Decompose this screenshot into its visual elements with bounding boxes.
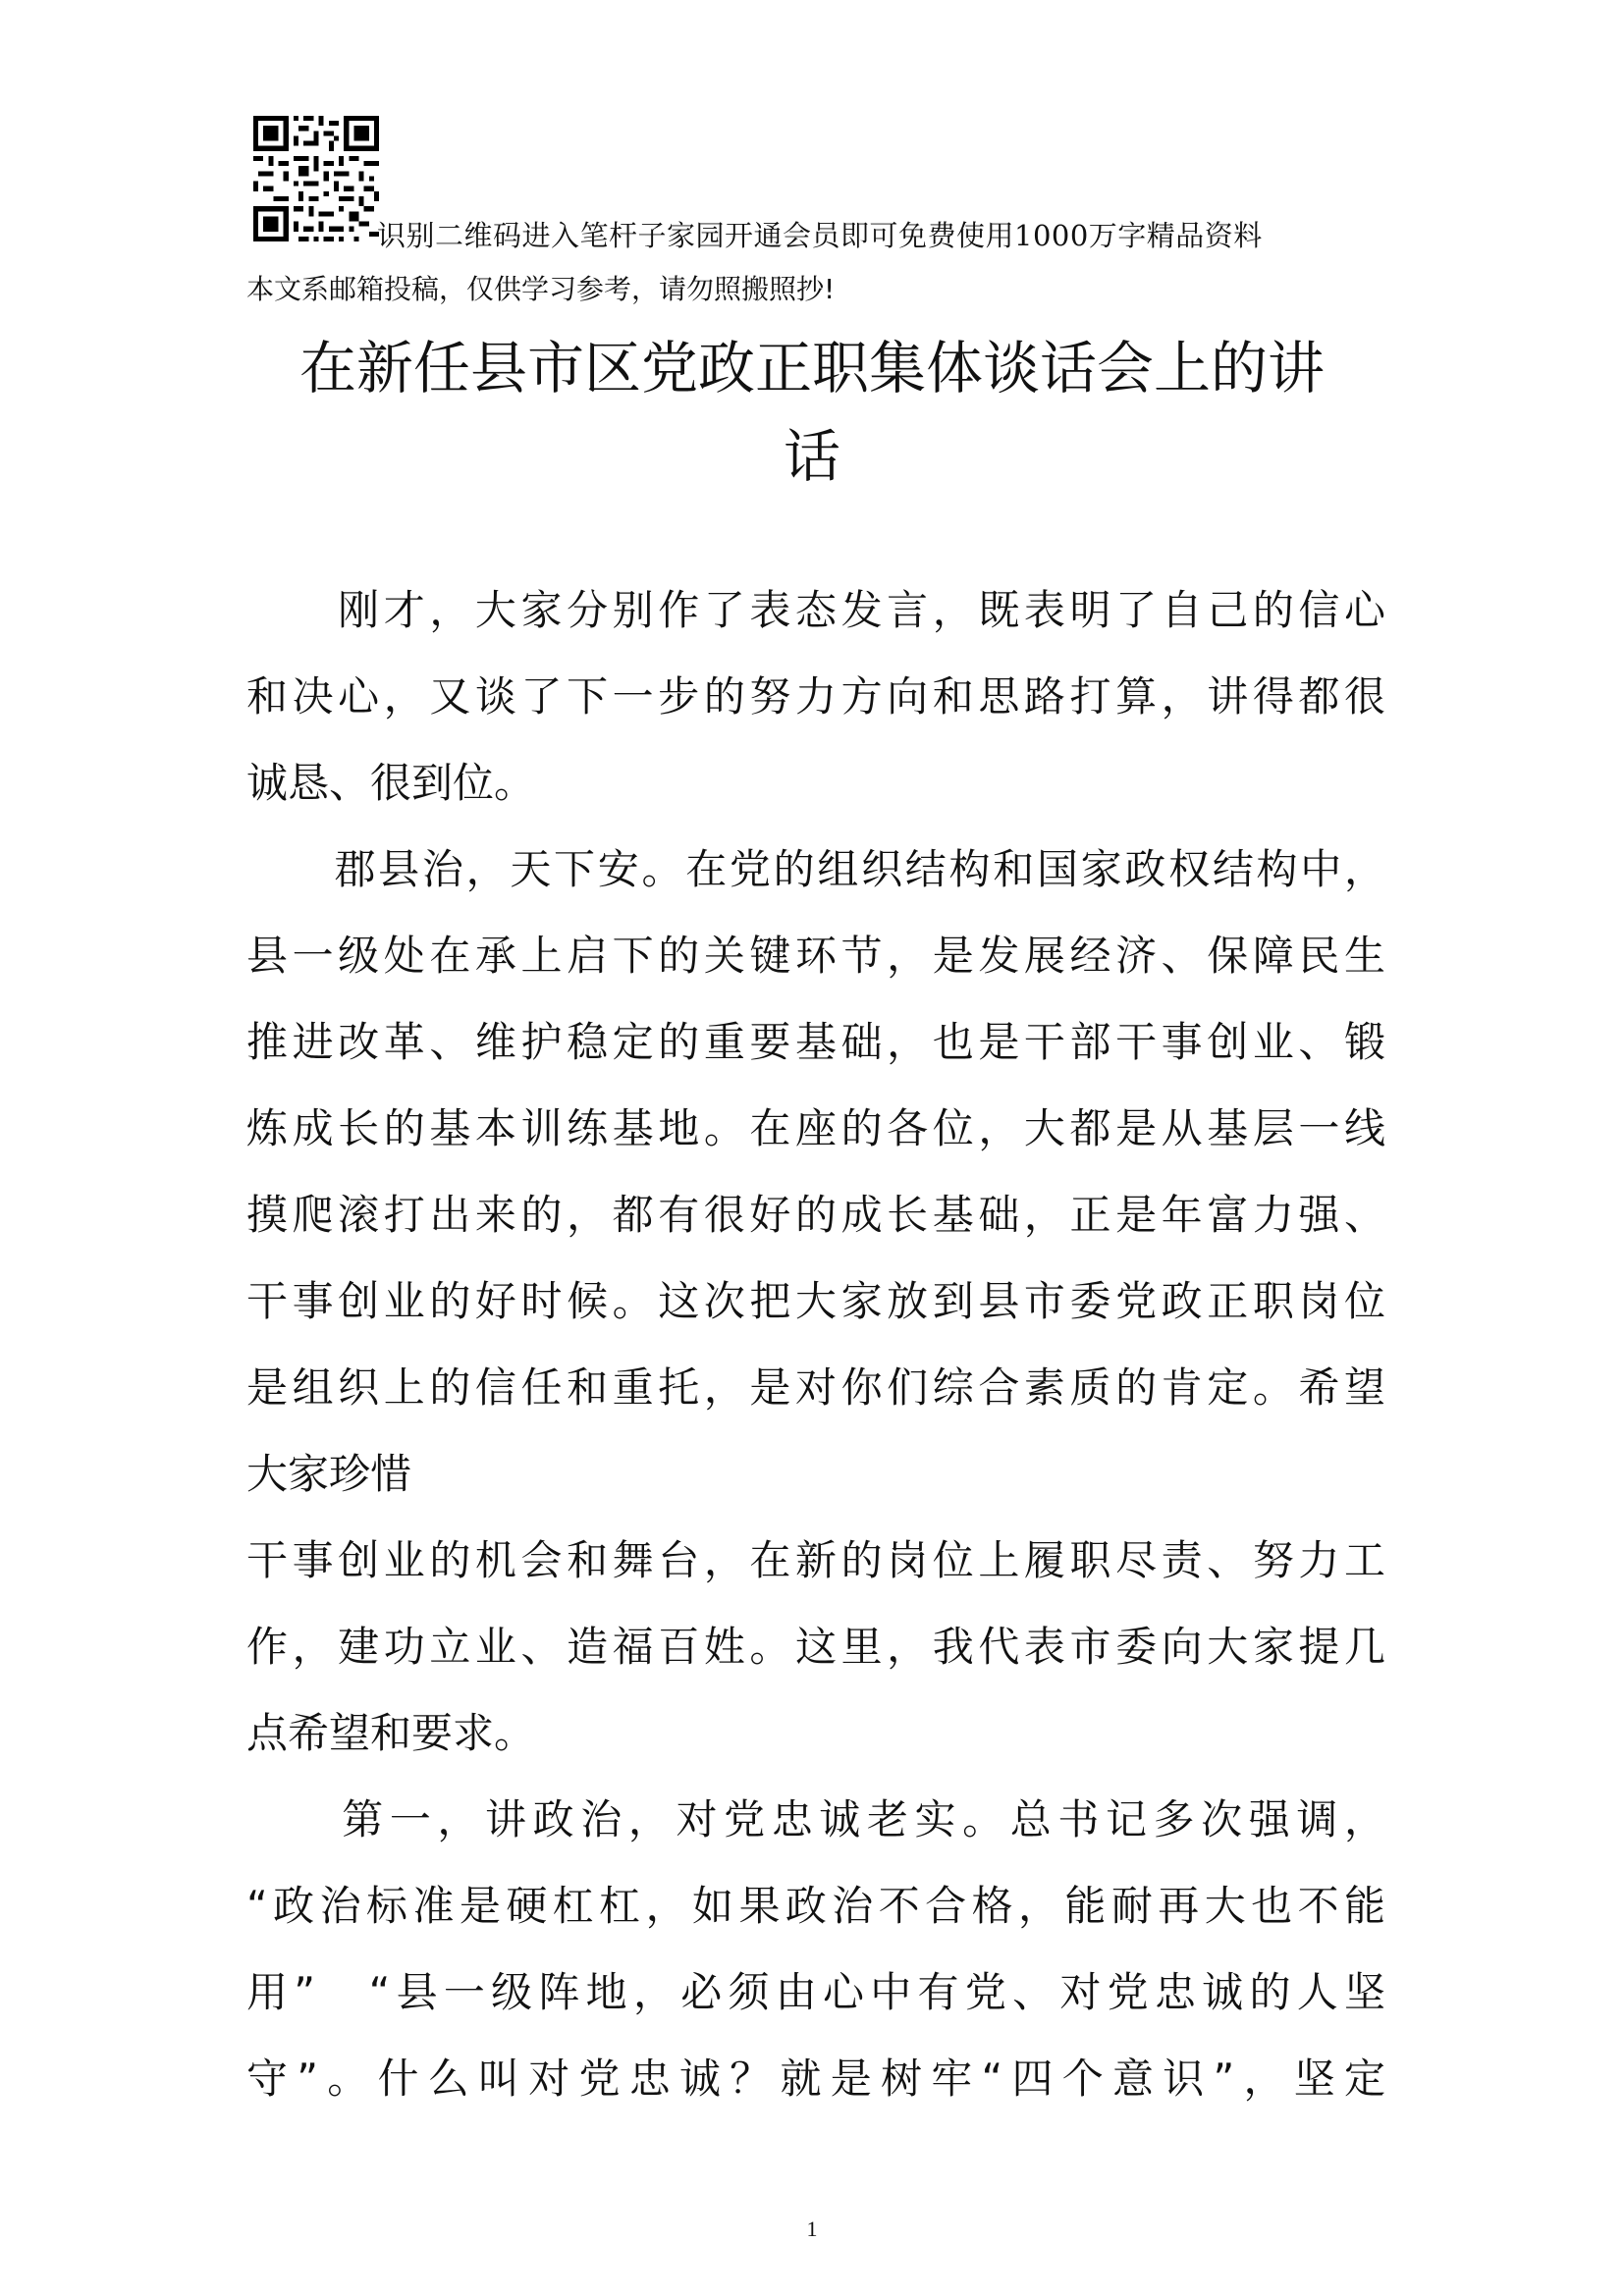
body-line: 刚才，大家分别作了表态发言，既表明了自己的信心: [246, 586, 1385, 634]
body-line: 和决心，又谈了下一步的努力方向和思路打算，讲得都很: [246, 672, 1385, 721]
submission-note: 本文系邮箱投稿，仅供学习参考，请勿照搬照抄!: [246, 273, 836, 305]
qr-code-icon: [253, 116, 379, 241]
body-line: 点希望和要求。: [246, 1709, 536, 1757]
page-title-continued: 话: [783, 423, 840, 490]
body-line: 郡县治，天下安。在党的组织结构和国家政权结构中，: [246, 845, 1385, 893]
body-line: 第一，讲政治，对党忠诚老实。总书记多次强调，: [246, 1795, 1385, 1843]
qr-notice-text: 识别二维码进入笔杆子家园开通会员即可免费使用1000万字精品资料: [377, 219, 1263, 252]
body-line: 推进改革、维护稳定的重要基础，也是干部干事创业、锻: [246, 1018, 1385, 1066]
body-line: 干事创业的好时候。这次把大家放到县市委党政正职岗位: [246, 1277, 1385, 1325]
body-line: 摸爬滚打出来的，都有很好的成长基础，正是年富力强、: [246, 1191, 1385, 1239]
body-line: “政治标准是硬杠杠，如果政治不合格，能耐再大也不能: [246, 1882, 1385, 1930]
body-line: 用” “县一级阵地，必须由心中有党、对党忠诚的人坚: [246, 1968, 1385, 2016]
body-line: 县一级处在承上启下的关键环节，是发展经济、保障民生: [246, 932, 1385, 980]
page-title: 在新任县市区党政正职集体谈话会上的讲: [298, 335, 1325, 401]
body-line: 炼成长的基本训练基地。在座的各位，大都是从基层一线: [246, 1104, 1385, 1152]
body-line: 干事创业的机会和舞台，在新的岗位上履职尽责、努力工: [246, 1536, 1385, 1584]
body-line: 是组织上的信任和重托，是对你们综合素质的肯定。希望: [246, 1363, 1385, 1412]
body-line: 诚恳、很到位。: [246, 759, 536, 807]
body-line: 作，建功立业、造福百姓。这里，我代表市委向大家提几: [246, 1623, 1385, 1671]
body-line: 守”。什么叫对党忠诚？就是树牢“四个意识”，坚定: [246, 2055, 1385, 2103]
page-number: 1: [806, 2216, 818, 2241]
body-line: 大家珍惜: [246, 1450, 412, 1498]
